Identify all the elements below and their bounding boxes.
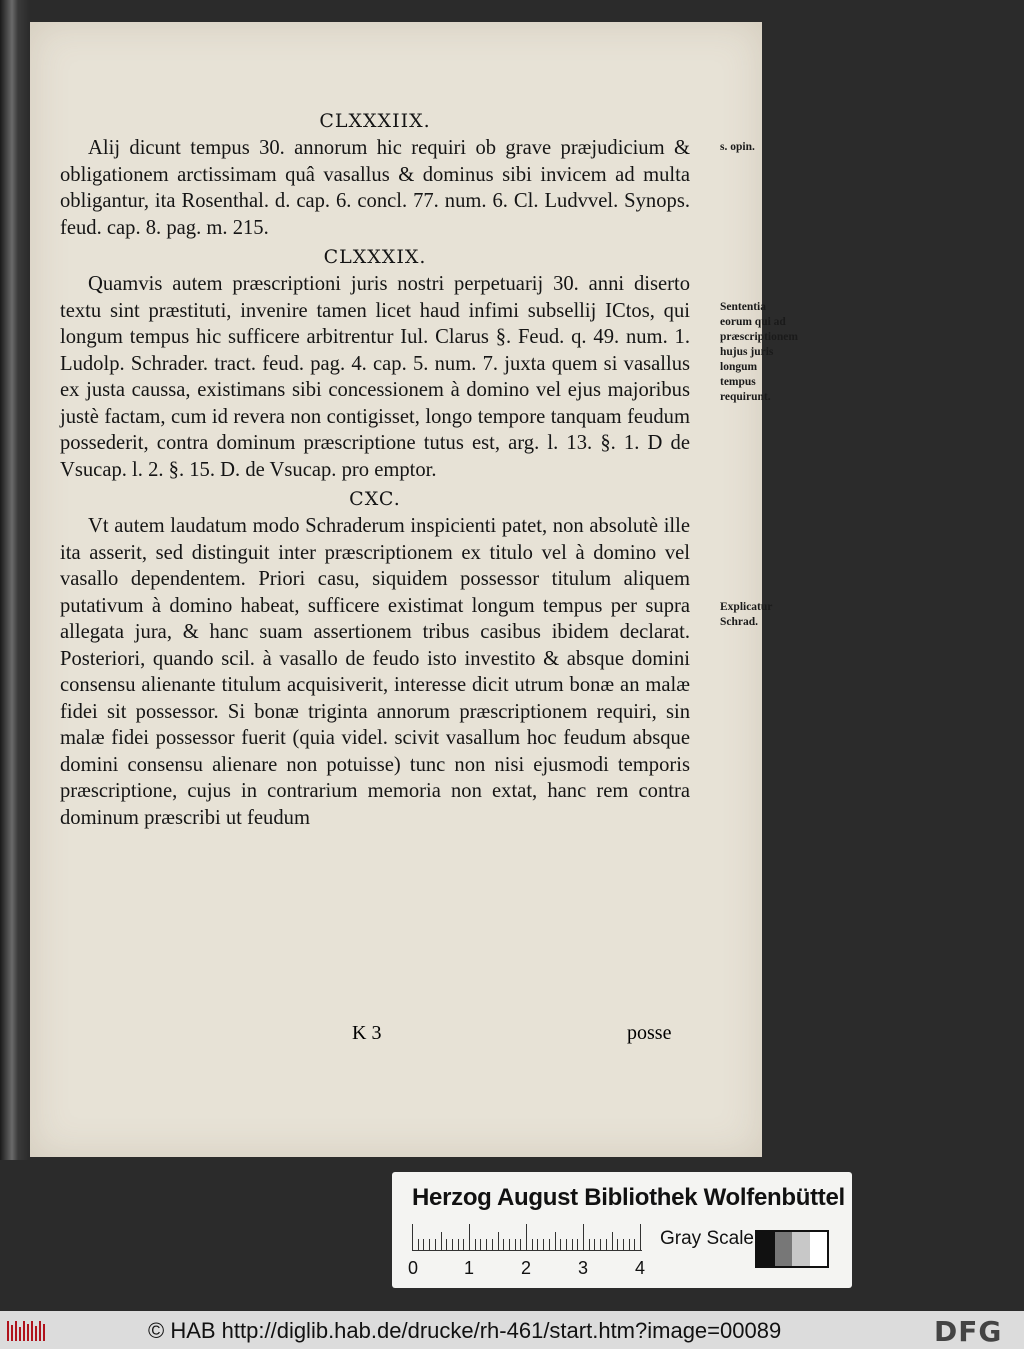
ruler-label: 1: [464, 1258, 475, 1278]
book-edge: [0, 0, 30, 1160]
section-paragraph-3: Vt autem laudatum modo Schraderum inspicienti patet, non absolutè ille ita asserit, sed distinguit inter præscriptionem ex titulo vel à domino vel vasallo dependentem. Priori casu, siquidem possessor titulum aliquem putativum à domino habeat, sufficere existimat longum tempus per supra allegata jura, & hanc suam assertionem tribus casibus ibidem declarat. Posteriori, quando scil. à vasallo de feudo isto investito & absque domini consensu alienante titulum acquisiverit, interesse dicit utrum bonæ an malæ fidei sit possessor. Si bonæ triginta annorum præscriptionem requiri, sin malæ fidei possessor fuerit (quia videl. scivit vasallum hoc feudum absque domini consensu alienare non potuisse) tunc non nisi ejusmodi temporis præscriptione, cujus in contrarium memoria non extat, hanc rem contra dominum præscribi ut feudum: [60, 515, 690, 829]
ruler-tick: [469, 1224, 470, 1250]
section-paragraph-1: Alij dicunt tempus 30. annorum hic requiri ob grave præjudicium & obligationem arctissimam quâ vasallus & dominus sibi invicem ad multa obligantur, ita Rosenthal. d. cap. 6. concl. 77. num. 6. Cl. Ludvvel. Synops. feud. cap. 8. pag. m. 215.: [60, 137, 690, 239]
gray-scale-label: Gray Scale: [660, 1228, 754, 1249]
ruler-tick: [423, 1239, 424, 1250]
gray-swatch: [792, 1232, 810, 1266]
section-heading-1: CLXXXIIX.: [319, 110, 431, 132]
catchword: posse: [627, 1022, 672, 1044]
ruler-tick: [617, 1239, 618, 1250]
ruler-tick: [435, 1239, 436, 1250]
ruler-tick: [594, 1239, 595, 1250]
copyright-link[interactable]: © HAB http://diglib.hab.de/drucke/rh-461/start.htm?image=00089: [148, 1318, 782, 1343]
ruler-tick: [492, 1239, 493, 1250]
ruler-tick: [515, 1239, 516, 1250]
ruler-label: 0: [408, 1258, 419, 1278]
ruler-tick: [446, 1239, 447, 1250]
gray-swatch: [775, 1232, 793, 1266]
ruler-tick: [600, 1239, 601, 1250]
margin-note-3: Explicatur Schrad.: [720, 601, 773, 628]
ruler-tick: [583, 1224, 584, 1250]
footer-bar: [0, 1311, 1024, 1349]
ruler-tick: [589, 1239, 590, 1250]
ruler-tick: [526, 1224, 527, 1250]
ruler-tick: [612, 1232, 613, 1250]
ruler-tick: [566, 1239, 567, 1250]
ruler-label: 3: [578, 1258, 589, 1278]
ruler-label: 2: [521, 1258, 532, 1278]
scale-ruler: [412, 1224, 642, 1251]
ruler-tick: [509, 1239, 510, 1250]
gray-swatch: [810, 1232, 828, 1266]
ruler-tick: [560, 1239, 561, 1250]
ruler-tick: [520, 1239, 521, 1250]
ruler-tick: [634, 1239, 635, 1250]
ruler-tick: [606, 1239, 607, 1250]
page-signature: K 3: [352, 1022, 382, 1044]
ruler-tick: [532, 1239, 533, 1250]
ruler-tick: [549, 1239, 550, 1250]
library-name: Herzog August Bibliothek Wolfenbüttel: [412, 1184, 845, 1211]
section-heading-3: CXC.: [349, 488, 401, 510]
ruler-tick: [537, 1239, 538, 1250]
ruler-labels: [408, 1258, 648, 1278]
ruler-tick: [486, 1239, 487, 1250]
ruler-tick: [577, 1239, 578, 1250]
ruler-tick: [463, 1239, 464, 1250]
gray-scale-swatches: [755, 1230, 829, 1268]
ruler-tick: [503, 1239, 504, 1250]
ruler-tick: [498, 1232, 499, 1250]
ruler-tick: [458, 1239, 459, 1250]
ruler-tick: [475, 1239, 476, 1250]
dfg-logo: DFG: [934, 1315, 1003, 1348]
gray-swatch: [757, 1232, 775, 1266]
section-paragraph-2: Quamvis autem præscriptioni juris nostri perpetuarij 30. anni diserto textu sint præstituti, invenire tamen licet haud infimi subsellij ICtos, qui longum tempus hic sufficere arbitrentur Iul. Clarus §. Feud. q. 49. num. 1. Ludolp. Schrader. tract. feud. pag. 4. cap. 5. num. 7. juxta quem si vasallus ex justa caussa, existimans sibi concessionem à domino vel ejus majoribus justè factam, cum id revera non contigisset, longo tempore tanquam feudum possederit, contra dominum præscriptione tutus est, arg. l. 13. §. 1. D de Vsucap. l. 2. §. 15. D. de Vsucap. pro emptor.: [60, 273, 690, 481]
margin-note-1: s. opin.: [720, 141, 755, 153]
ruler-tick: [412, 1224, 413, 1250]
ruler-tick: [555, 1232, 556, 1250]
ruler-tick: [543, 1239, 544, 1250]
color-reference-card: [392, 1172, 852, 1288]
ruler-tick: [572, 1239, 573, 1250]
page-content: [60, 107, 690, 831]
ruler-tick: [629, 1239, 630, 1250]
ruler-label: 4: [635, 1258, 646, 1278]
book-page: [30, 22, 798, 1157]
section-heading-2: CLXXXIX.: [323, 246, 427, 268]
ruler-tick: [441, 1232, 442, 1250]
ruler-tick: [429, 1239, 430, 1250]
ruler-tick: [418, 1239, 419, 1250]
ruler-tick: [452, 1239, 453, 1250]
ruler-tick: [480, 1239, 481, 1250]
hab-logo-icon: [6, 1319, 48, 1343]
ruler-tick: [623, 1239, 624, 1250]
margin-note-2: Sententia eorum qui ad præscriptionem hujus juris longum tempus requirunt.: [720, 301, 798, 403]
ruler-tick: [640, 1224, 641, 1250]
